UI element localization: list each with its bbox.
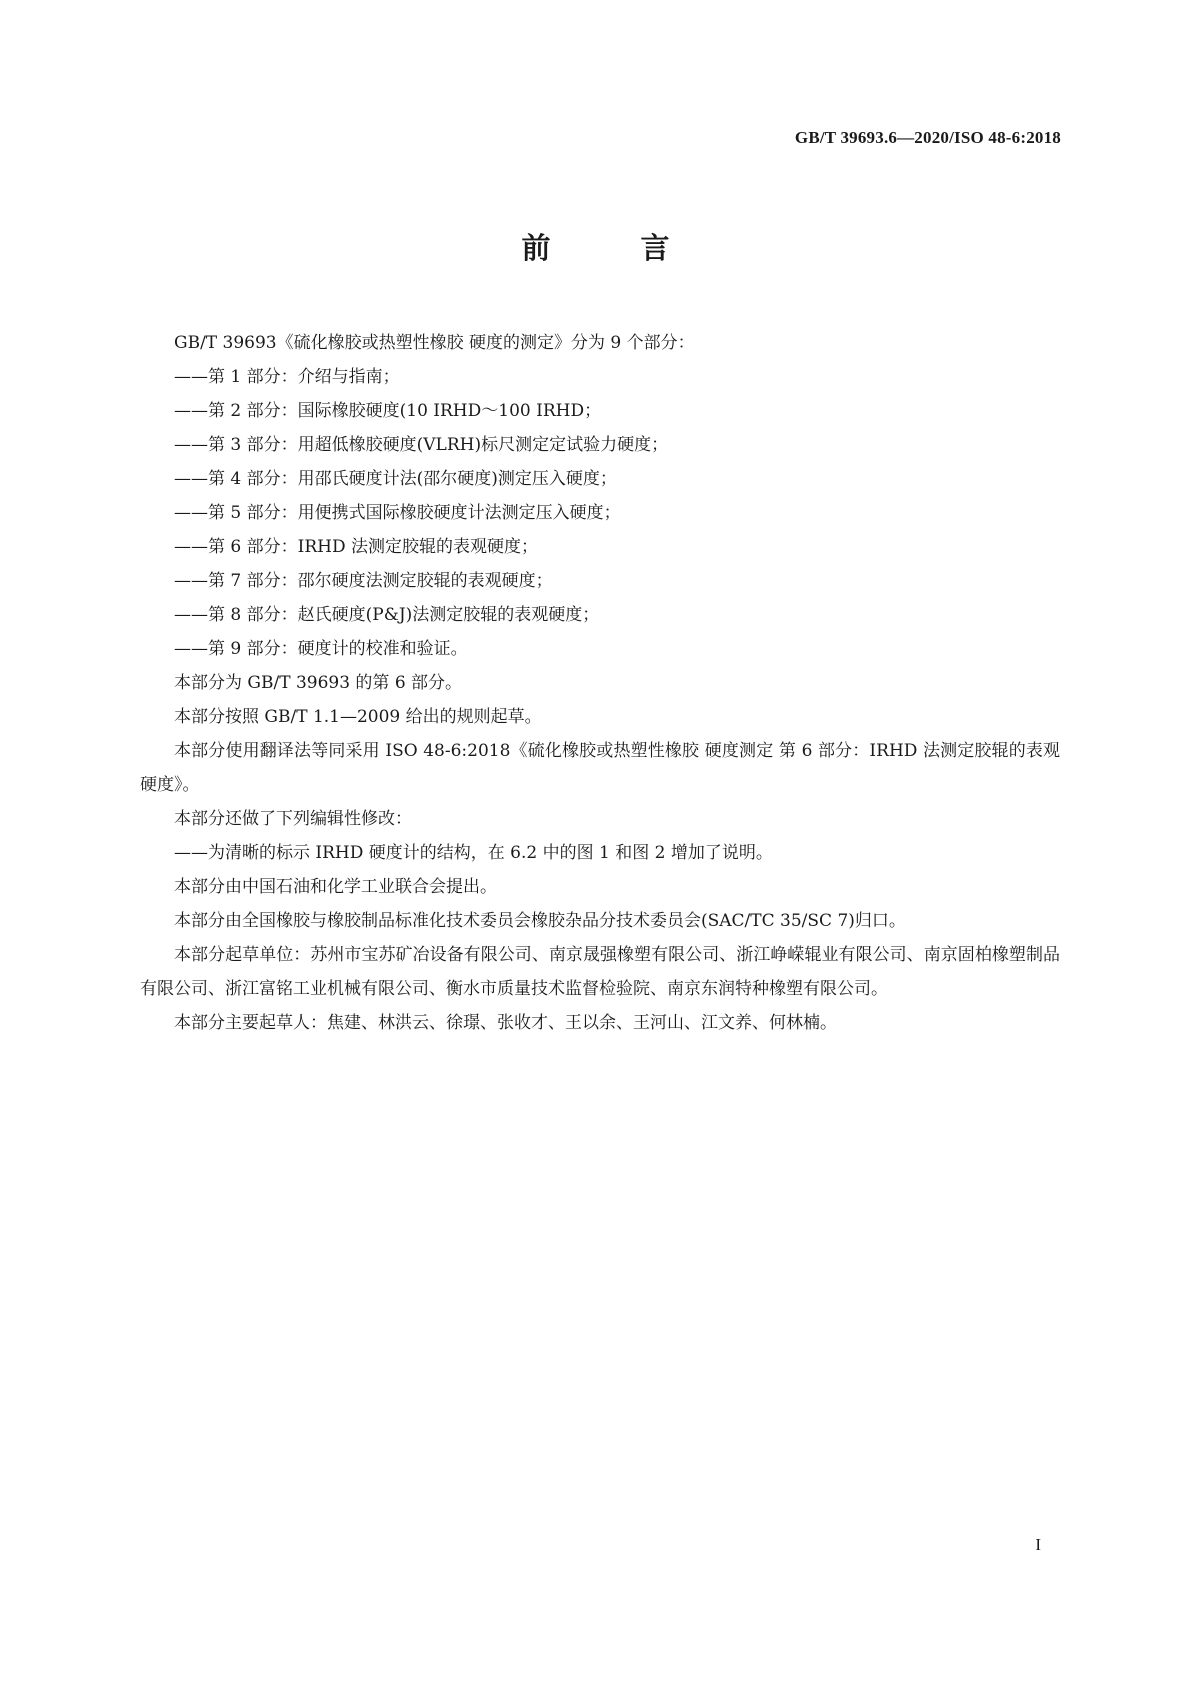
list-item-part-7: ——第 7 部分：邵尔硬度法测定胶辊的表观硬度； (174, 571, 553, 591)
list-item-part-6: ——第 6 部分：IRHD 法测定胶辊的表观硬度； (174, 537, 538, 557)
list-item-editorial-change: ——为清晰的标示 IRHD 硬度计的结构，在 6.2 中的图 1 和图 2 增加了说明。 (174, 843, 773, 863)
paragraph-drafting-units: 本部分起草单位：苏州市宝苏矿冶设备有限公司、南京晟强橡塑有限公司、浙江峥嵘辊业有限公司、南京固柏橡塑制品有限公司、浙江富铭工业机械有限公司、衡水市质量技术监督检验院、南京东润特种橡塑有限公司。 (140, 945, 1060, 999)
paragraph-drafting-rules: 本部分按照 GB/T 1.1—2009 给出的规则起草。 (174, 707, 542, 727)
list-item-part-3: ——第 3 部分：用超低橡胶硬度(VLRH)标尺测定定试验力硬度； (174, 435, 669, 455)
standard-code-header: GB/T 39693.6—2020/ISO 48-6:2018 (794, 128, 1061, 147)
list-item-part-9: ——第 9 部分：硬度计的校准和验证。 (174, 639, 468, 659)
paragraph-committee: 本部分由全国橡胶与橡胶制品标准化技术委员会橡胶杂品分技术委员会(SAC/TC 35/SC 7)归口。 (174, 911, 906, 931)
page-number: I (1035, 1535, 1041, 1554)
foreword-body (140, 326, 1060, 1040)
list-item-part-1: ——第 1 部分：介绍与指南； (174, 367, 400, 387)
list-item-part-4: ——第 4 部分：用邵氏硬度计法(邵尔硬度)测定压入硬度； (174, 469, 617, 489)
paragraph-proposer: 本部分由中国石油和化学工业联合会提出。 (174, 877, 497, 897)
paragraph-editorial-changes: 本部分还做了下列编辑性修改： (174, 809, 412, 829)
paragraph-adoption: 本部分使用翻译法等同采用 ISO 48-6:2018《硫化橡胶或热塑性橡胶 硬度测定 第 6 部分：IRHD 法测定胶辊的表观硬度》。 (140, 741, 1060, 795)
paragraph-part-statement: 本部分为 GB/T 39693 的第 6 部分。 (174, 673, 463, 693)
paragraph-drafters: 本部分主要起草人：焦建、林洪云、徐璟、张收才、王以余、王河山、江文养、何林楠。 (174, 1013, 837, 1033)
page-title: 前 言 (521, 231, 710, 265)
list-item-part-8: ——第 8 部分：赵氏硬度(P&J)法测定胶辊的表观硬度； (174, 605, 600, 625)
paragraph-intro: GB/T 39693《硫化橡胶或热塑性橡胶 硬度的测定》分为 9 个部分： (174, 333, 695, 353)
list-item-part-2: ——第 2 部分：国际橡胶硬度(10 IRHD～100 IRHD； (174, 401, 602, 421)
list-item-part-5: ——第 5 部分：用便携式国际橡胶硬度计法测定压入硬度； (174, 503, 621, 523)
